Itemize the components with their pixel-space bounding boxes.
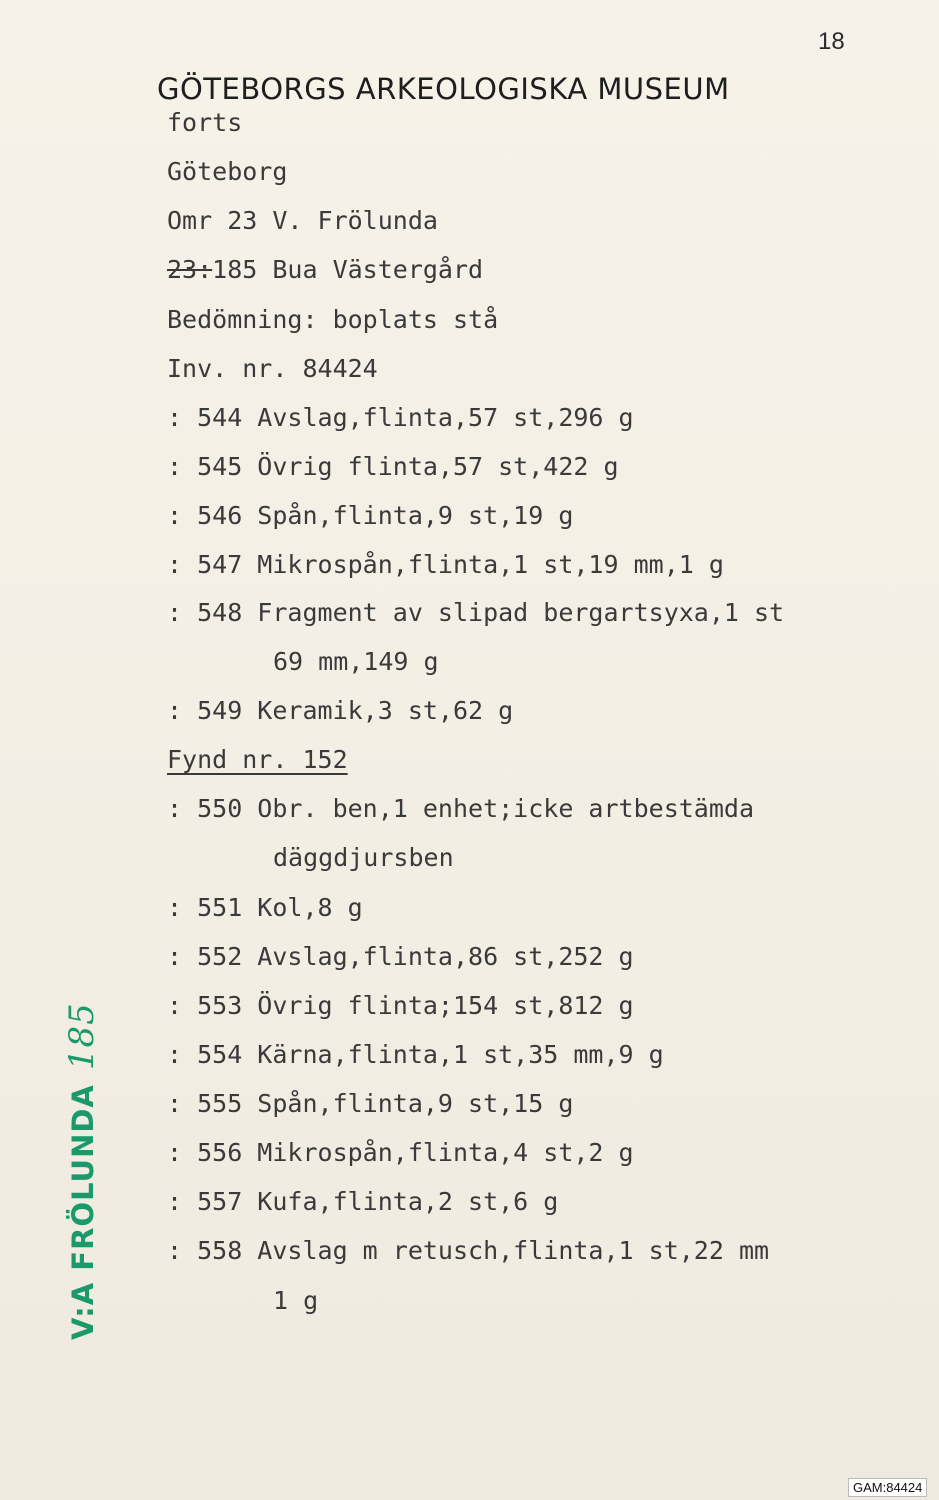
find-item-557: : 557 Kufa,flinta,2 st,6 g [167, 1187, 559, 1216]
fynd-number-heading: Fynd nr. 152 [167, 745, 348, 774]
find-item-552: : 552 Avslag,flinta,86 st,252 g [167, 942, 634, 971]
find-item-547: : 547 Mikrospån,flinta,1 st,19 mm,1 g [167, 550, 724, 579]
find-item-556: : 556 Mikrospån,flinta,4 st,2 g [167, 1138, 634, 1167]
find-item-553: : 553 Övrig flinta;154 st,812 g [167, 991, 634, 1020]
site-name: 185 Bua Västergård [212, 255, 484, 284]
assessment-line: Bedömning: boplats stå [167, 305, 499, 334]
find-item-546: : 546 Spån,flinta,9 st,19 g [167, 501, 574, 530]
location-stamp [62, 1002, 102, 1340]
page-number: 18 [818, 28, 845, 55]
find-item-551: : 551 Kol,8 g [167, 893, 363, 922]
area-line: Omr 23 V. Frölunda [167, 206, 438, 235]
reference-label: GAM:84424 [848, 1478, 927, 1497]
find-item-554: : 554 Kärna,flinta,1 st,35 mm,9 g [167, 1040, 664, 1069]
find-item-555: : 555 Spån,flinta,9 st,15 g [167, 1089, 574, 1118]
museum-header: GÖTEBORGS ARKEOLOGISKA MUSEUM [157, 72, 730, 106]
find-item-549: : 549 Keramik,3 st,62 g [167, 696, 514, 725]
city-line: Göteborg [167, 157, 288, 186]
forts-line: forts [167, 108, 243, 137]
find-item-545: : 545 Övrig flinta,57 st,422 g [167, 452, 619, 481]
find-item-558-continued: 1 g [273, 1286, 319, 1315]
find-item-550: : 550 Obr. ben,1 enhet;icke artbestämda [167, 794, 754, 823]
stamp-handwritten-number: 185 [62, 1002, 102, 1071]
find-item-544: : 544 Avslag,flinta,57 st,296 g [167, 403, 634, 432]
stamp-text: V:A FRÖLUNDA [66, 1084, 100, 1340]
find-item-558: : 558 Avslag m retusch,flinta,1 st,22 mm [167, 1236, 770, 1265]
site-line [167, 255, 483, 284]
site-struck-number: 23: [167, 255, 213, 284]
inventory-line: Inv. nr. 84424 [167, 354, 378, 383]
find-item-548-continued: 69 mm,149 g [273, 647, 439, 676]
find-item-548: : 548 Fragment av slipad bergartsyxa,1 st [167, 598, 785, 627]
find-item-550-continued: däggdjursben [273, 843, 454, 872]
